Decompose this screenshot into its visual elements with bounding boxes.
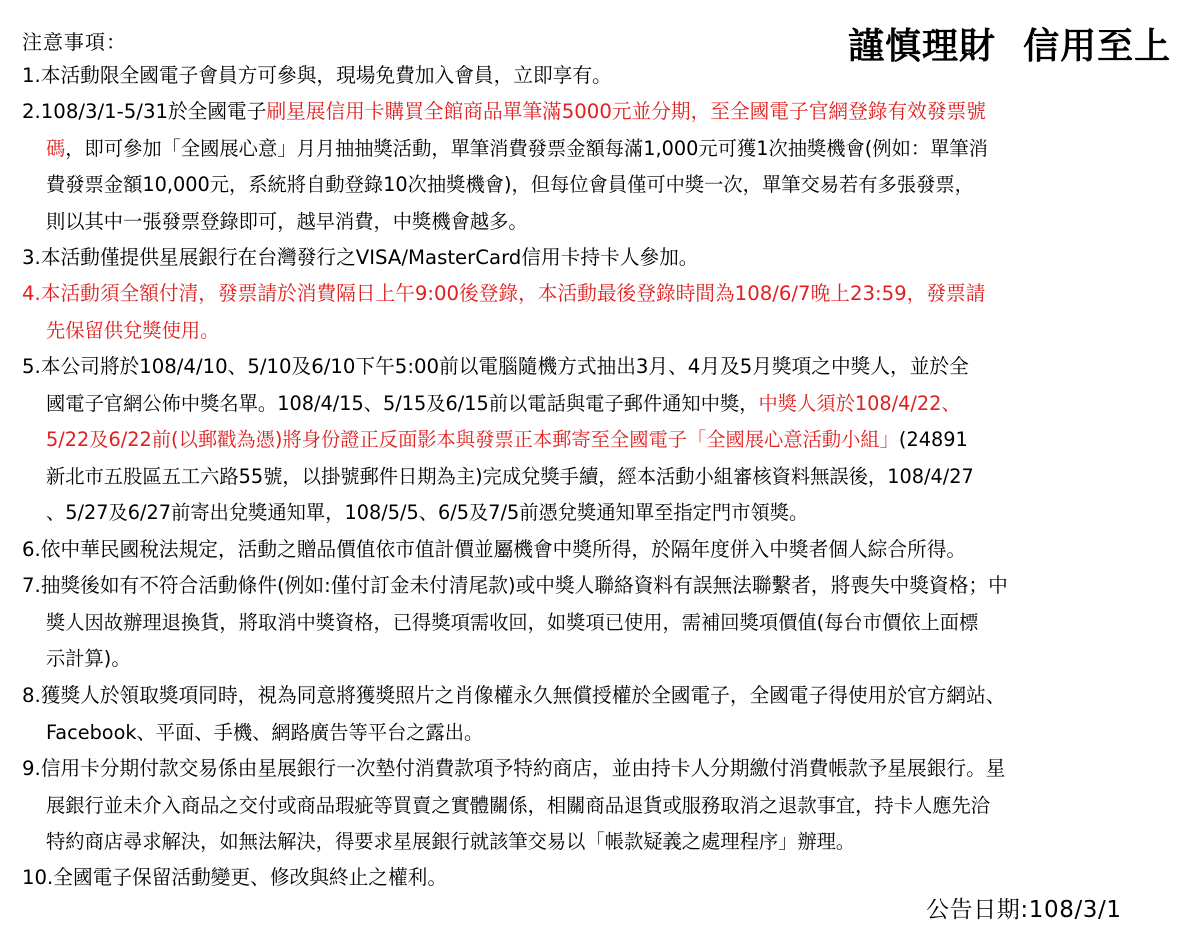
notice-text: 3.本活動僅提供星展銀行在台灣發行之VISA/MasterCard信用卡持卡人參加。 (22, 246, 699, 269)
notice-line (22, 58, 1182, 95)
highlight-text: 5/22及6/22前(以郵戳為憑)將身份證正反面影本與發票正本郵寄至全國電子「全國展心意活動小組」 (46, 428, 899, 451)
notice-line (22, 313, 1182, 350)
notice-text: 則以其中一張發票登錄即可，越早消費，中獎機會越多。 (46, 209, 528, 233)
notice-item (22, 349, 1182, 532)
notice-text: 9.信用卡分期付款交易係由星展銀行一次墊付消費款項予特約商店，並由持卡人分期繳付消費帳款予星展銀行。星 (22, 757, 1006, 780)
notice-text: 新北市五股區五工六路55號，以掛號郵件日期為主)完成兌獎手續，經本活動小組審核資料無誤後，108/4/27 (46, 464, 974, 488)
notice-line (22, 751, 1182, 788)
notice-item (22, 276, 1182, 349)
highlight-text: 中獎人須於108/4/22、 (758, 391, 961, 415)
notice-text: 費發票金額10,000元，系統將自動登錄10次抽獎機會)，但每位會員僅可中獎一次，單筆交易若有多張發票， (46, 173, 974, 196)
notice-text: 7.抽獎後如有不符合活動條件(例如:僅付訂金未付清尾款)或中獎人聯絡資料有誤無法聯繫者，將喪失中獎資格；中 (22, 574, 1008, 597)
notice-text: ，即可參加「全國展心意」月月抽抽獎活動，單筆消費發票金額每滿1,000元可獲1次抽獎機會(例如：單筆消 (65, 136, 988, 160)
notice-text: 展銀行並未介入商品之交付或商品瑕疵等買賣之實體關係，相關商品退貨或服務取消之退款事宜，持卡人應先洽 (46, 793, 991, 817)
notice-line (22, 276, 1182, 313)
notice-item (22, 751, 1182, 861)
announce-date: 公告日期:108/3/1 (926, 897, 1122, 923)
notice-text: 、5/27及6/27前寄出兌獎通知單，108/5/5、6/5及7/5前憑兌獎通知單至指定門市領獎。 (46, 501, 809, 524)
notice-line (22, 605, 1182, 642)
notice-text: (24891 (898, 428, 968, 451)
notice-text: 國電子官網公佈中獎名單。108/4/15、5/15及6/15前以電話與電子郵件通知中獎， (46, 391, 759, 415)
notice-line (22, 167, 1182, 204)
notice-line (22, 495, 1182, 532)
notice-item (22, 240, 1182, 277)
notice-line (22, 459, 1182, 496)
notice-text: 獎人因故辦理退換貨，將取消中獎資格，已得獎項需收回，如獎項已使用，需補回獎項價值(每台市價依上面標 (46, 610, 979, 634)
notice-line (22, 422, 1182, 459)
notice-item (22, 94, 1182, 240)
notice-text: Facebook、平面、手機、網路廣告等平台之露出。 (46, 720, 484, 744)
notice-item (22, 678, 1182, 751)
slogan: 謹慎理財 信用至上 (848, 25, 1172, 67)
notice-text: 特約商店尋求解決，如無法解決，得要求星展銀行就該筆交易以「帳款疑義之處理程序」辦理。 (46, 830, 856, 853)
highlight-text: 4.本活動須全額付清，發票請於消費隔日上午9:00後登錄，本活動最後登錄時間為108/6/7晚上23:59，發票請 (22, 282, 986, 305)
notice-item (22, 532, 1182, 569)
notice-text: 1.本活動限全國電子會員方可參與，現場免費加入會員，立即享有。 (22, 64, 612, 87)
notice-line (22, 204, 1182, 241)
notice-heading: 注意事項： (22, 30, 127, 54)
notice-line (22, 715, 1182, 752)
notice-line (22, 532, 1182, 569)
notice-line (22, 386, 1182, 423)
notice-item (22, 58, 1182, 95)
notice-line (22, 678, 1182, 715)
notice-line (22, 824, 1182, 861)
highlight-text: 先保留供兌獎使用。 (46, 318, 220, 342)
notice-line (22, 641, 1182, 678)
notice-line (22, 568, 1182, 605)
highlight-text: 碼 (46, 136, 66, 160)
notice-line (22, 131, 1182, 168)
notice-line (22, 349, 1182, 386)
notice-item (22, 568, 1182, 678)
notice-text: 10.全國電子保留活動變更、修改與終止之權利。 (22, 866, 448, 889)
highlight-text: 刷星展信用卡購買全館商品單筆滿5000元並分期，至全國電子官網登錄有效發票號 (266, 100, 986, 123)
notice-line (22, 240, 1182, 277)
notice-line (22, 94, 1182, 131)
notice-text: 8.獲獎人於領取獎項同時，視為同意將獲獎照片之肖像權永久無償授權於全國電子，全國電子得使用於官方網站、 (22, 684, 1006, 707)
notice-line (22, 788, 1182, 825)
notice-text: 示計算)。 (46, 647, 131, 670)
notice-text: 6.依中華民國稅法規定，活動之贈品價值依市值計價並屬機會中獎所得，於隔年度併入中獎者個人綜合所得。 (22, 538, 967, 561)
notice-text: 2.108/3/1-5/31於全國電子 (22, 100, 267, 123)
notice-text: 5.本公司將於108/4/10、5/10及6/10下午5:00前以電腦隨機方式抽出3月、4月及5月獎項之中獎人，並於全 (22, 355, 969, 378)
